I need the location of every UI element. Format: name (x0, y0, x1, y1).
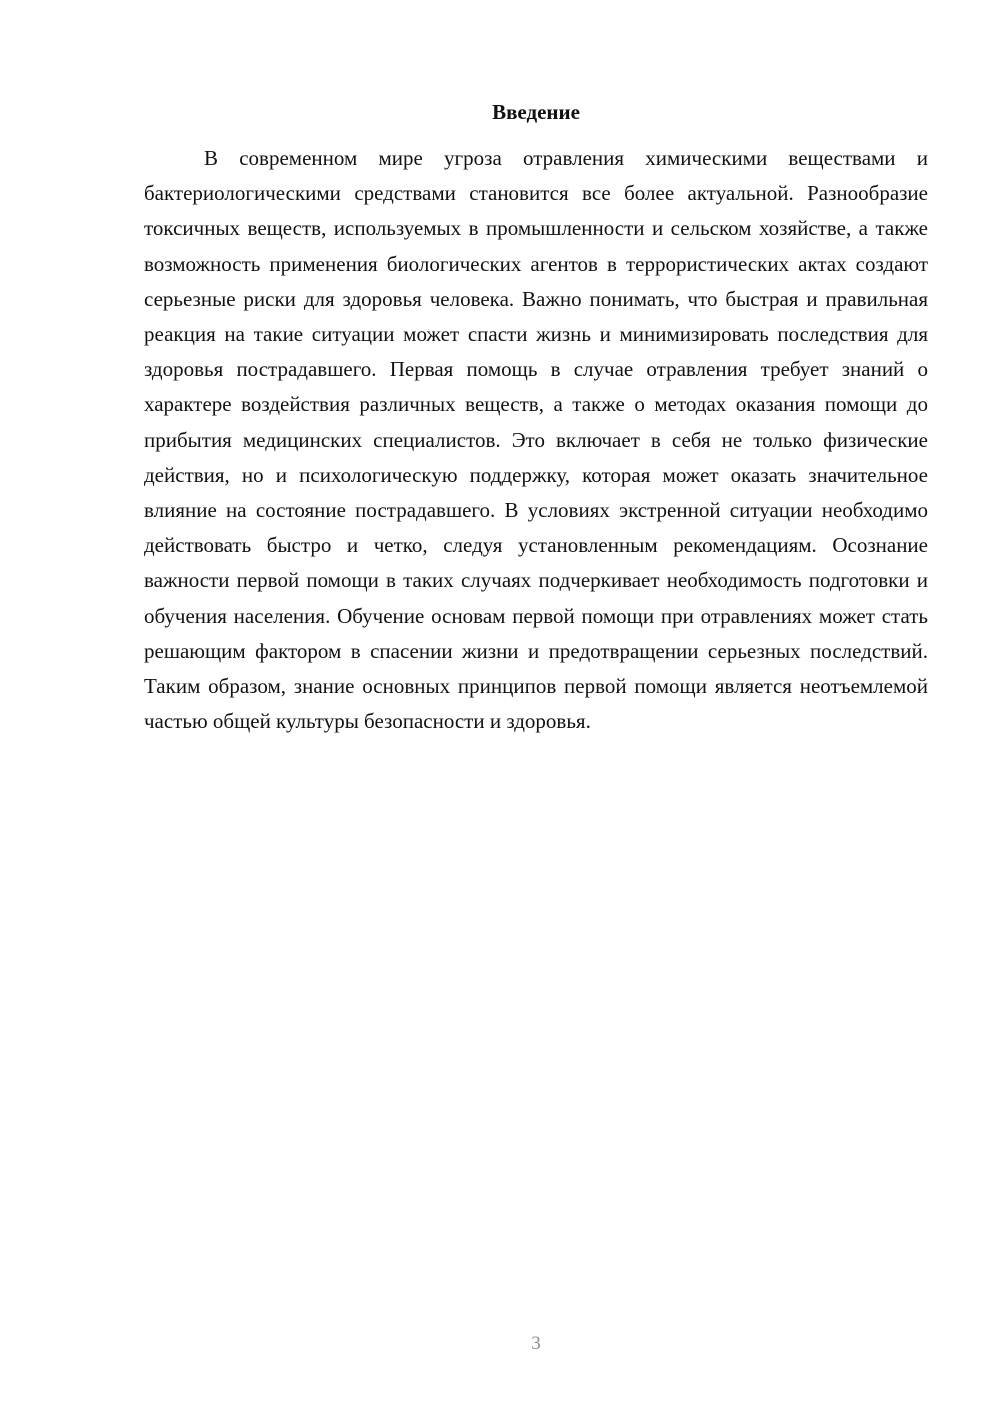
page-number: 3 (531, 1333, 541, 1354)
section-heading: Введение (492, 100, 580, 124)
body-paragraph: В современном мире угроза отравления химическими веществами и бактериологическими средствами становится все более актуальной. Разнообразие токсичных веществ, используемых в промышленности и сельском хозяйстве, а также возможность применения биологических агентов в террористических актах создают серьезные риски для здоровья человека. Важно понимать, что быстрая и правильная реакция на такие ситуации может спасти жизнь и минимизировать последствия для здоровья пострадавшего. Первая помощь в случае отравления требует знаний о характере воздействия различных веществ, а также о методах оказания помощи до прибытия медицинских специалистов. Это включает в себя не только физические действия, но и психологическую поддержку, которая может оказать значительное влияние на состояние пострадавшего. В условиях экстренной ситуации необходимо действовать быстро и четко, следуя установленным рекомендациям. Осознание важности первой помощи в таких случаях подчеркивает необходимость подготовки и обучения населения. Обучение основам первой помощи при отравлениях может стать решающим фактором в спасении жизни и предотвращении серьезных последствий. Таким образом, знание основных принципов первой помощи является неотъемлемой частью общей культуры безопасности и здоровья. (144, 146, 928, 734)
